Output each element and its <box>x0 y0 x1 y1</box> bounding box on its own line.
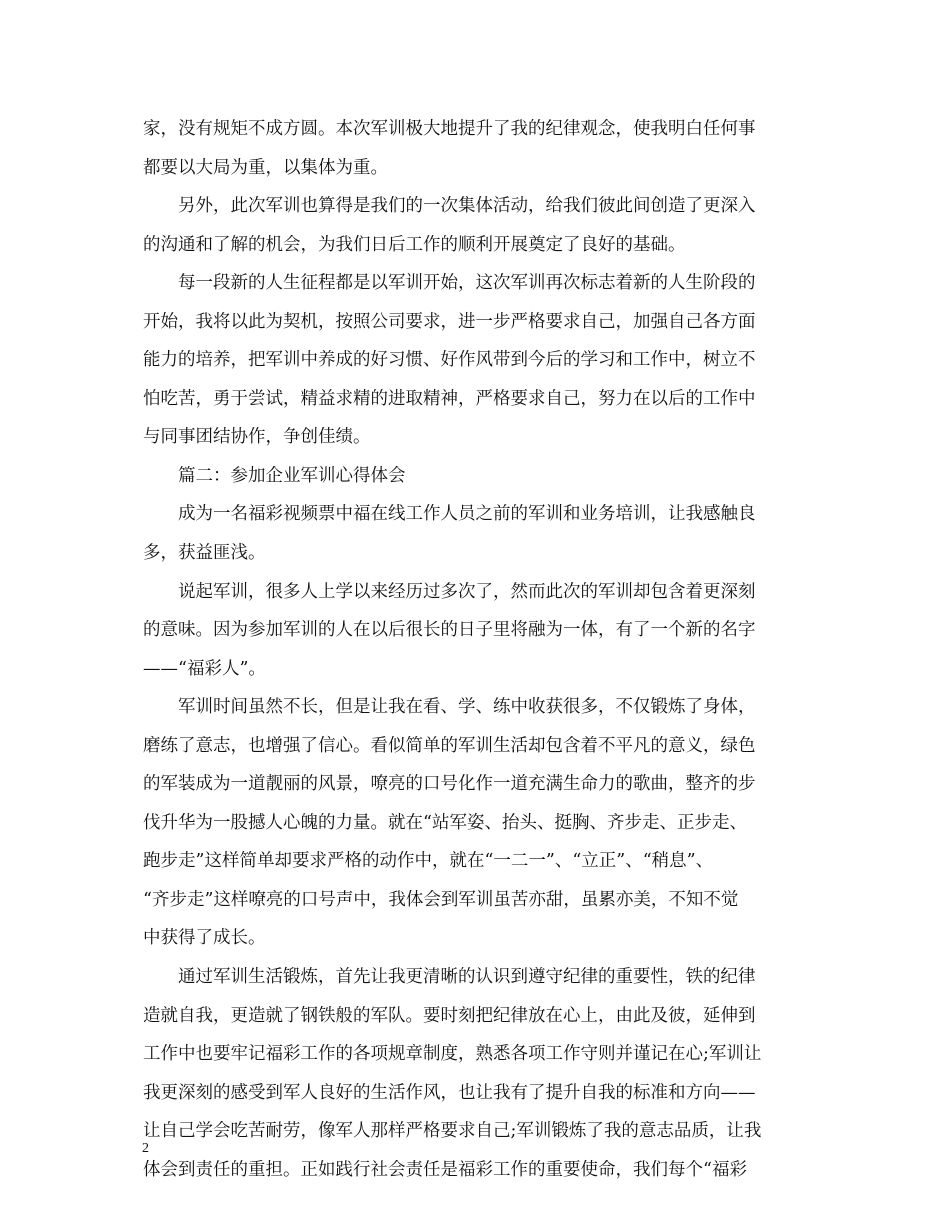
text-line: 军训时间虽然不长，但是让我在看、学、练中收获很多，不仅锻炼了身体， <box>178 697 756 718</box>
text-line: 另外，此次军训也算得是我们的一次集体活动，给我们彼此间创造了更深入 <box>178 196 756 217</box>
text-line: 的沟通和了解的机会，为我们日后工作的顺利开展奠定了良好的基础。 <box>143 234 686 255</box>
page-number: 2 <box>142 1141 149 1156</box>
text-line: 跑步走”这样简单却要求严格的动作中，就在“一二一”、“立正”、“稍息”、 <box>143 851 714 872</box>
text-line: 说起军训，很多人上学以来经历过多次了，然而此次的军训却包含着更深刻 <box>178 581 756 602</box>
text-line: 通过军训生活锻炼，首先让我更清晰的认识到遵守纪律的重要性，铁的纪律 <box>178 967 756 988</box>
text-line: 篇二：参加企业军训心得体会 <box>178 465 406 486</box>
text-line: ——“福彩人”。 <box>143 658 266 679</box>
text-line: 开始，我将以此为契机，按照公司要求，进一步严格要求自己，加强自己各方面 <box>143 311 756 332</box>
body-text <box>143 110 810 1189</box>
text-line: 工作中也要牢记福彩工作的各项规章制度，熟悉各项工作守则并谨记在心;军训让 <box>143 1044 762 1065</box>
text-line: 每一段新的人生征程都是以军训开始，这次军训再次标志着新的人生阶段的 <box>178 273 756 294</box>
text-line: 伐升华为一股撼人心魄的力量。就在“站军姿、抬头、挺胸、齐步走、正步走、 <box>143 812 747 833</box>
text-line: 能力的培养，把军训中养成的好习惯、好作风带到今后的学习和工作中，树立不 <box>143 350 756 371</box>
text-line: 多，获益匪浅。 <box>143 543 266 564</box>
text-line: 中获得了成长。 <box>143 928 266 949</box>
text-line: 我更深刻的感受到军人良好的生活作风，也让我有了提升自我的标准和方向—— <box>143 1082 756 1103</box>
text-line: 造就自我，更造就了钢铁般的军队。要时刻把纪律放在心上，由此及彼，延伸到 <box>143 1005 756 1026</box>
text-line: 成为一名福彩视频票中福在线工作人员之前的军训和业务培训，让我感触良 <box>178 504 756 525</box>
text-line: 的意味。因为参加军训的人在以后很长的日子里将融为一体，有了一个新的名字 <box>143 620 756 641</box>
text-line: 家，没有规矩不成方圆。本次军训极大地提升了我的纪律观念，使我明白任何事 <box>143 119 756 139</box>
text-line: 让自己学会吃苦耐劳，像军人那样严格要求自己;军训锻炼了我的意志品质，让我 <box>143 1121 762 1142</box>
text-line: “齐步走”这样嘹亮的口号声中，我体会到军训虽苦亦甜，虽累亦美，不知不觉 <box>143 889 739 910</box>
text-line: 与同事团结协作，争创佳绩。 <box>143 427 371 448</box>
text-line: 的军装成为一道靓丽的风景，嘹亮的口号化作一道充满生命力的歌曲，整齐的步 <box>143 774 756 795</box>
text-line: 都要以大局为重，以集体为重。 <box>143 157 388 178</box>
text-line: 体会到责任的重担。正如践行社会责任是福彩工作的重要使命，我们每个“福彩 <box>143 1159 747 1180</box>
text-line: 磨练了意志，也增强了信心。看似简单的军训生活却包含着不平凡的意义，绿色 <box>143 735 756 756</box>
text-line: 怕吃苦，勇于尝试，精益求精的进取精神，严格要求自己，努力在以后的工作中 <box>143 388 756 409</box>
